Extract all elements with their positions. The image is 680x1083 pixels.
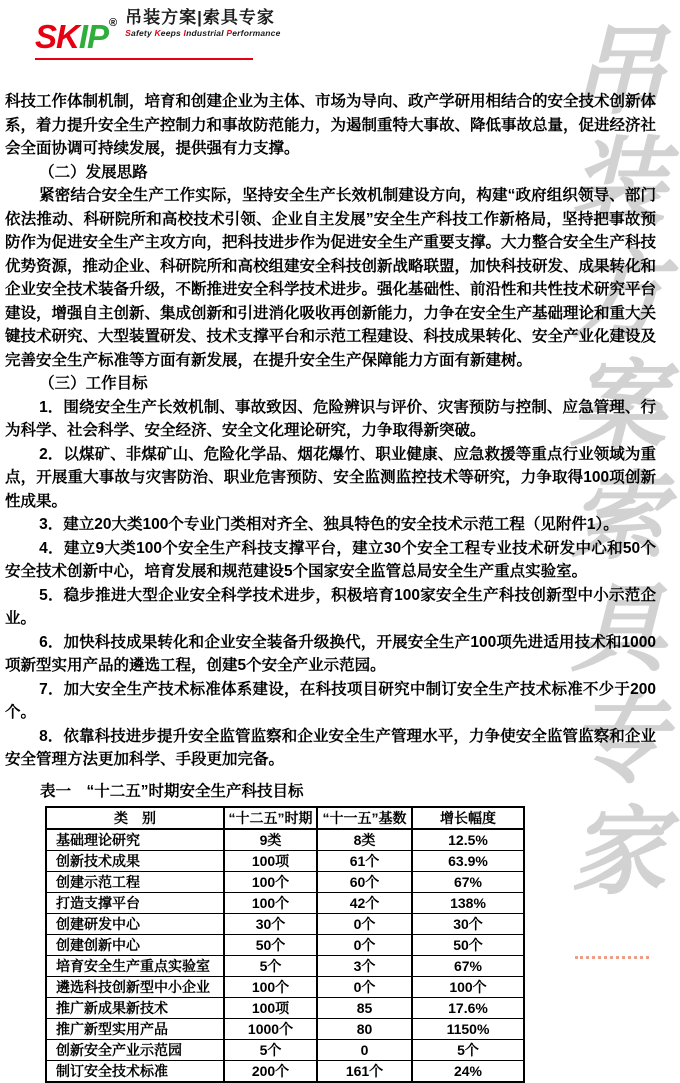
table-row [46,1039,524,1060]
table-cell: 0个 [317,934,412,955]
table-cell: 100项 [224,850,317,871]
paragraphs [5,90,656,772]
table-cell: 138% [412,892,524,913]
table-cell: 制订安全技术标准 [46,1060,224,1082]
table-cell: 67% [412,955,524,976]
table-cell: 200个 [224,1060,317,1082]
watermark-char: 具 [570,571,666,685]
paragraph: 3．建立20大类100个专业门类相对齐全、独具特色的安全技术示范工程（见附件1）。 [39,516,619,533]
table-row [46,997,524,1018]
table-cell: 161个 [317,1060,412,1082]
table-header-row [46,807,524,829]
table-header-cell: 增长幅度 [412,807,524,829]
table-cell: 30个 [224,913,317,934]
watermark-char: 家 [570,794,666,908]
paragraph: 4．建立9大类100个安全生产科技支撑平台，建立30个安全工程专业技术研发中心和50个安全技术创新中心，培育发展和规范建设5个国家安全监管总局安全生产重点实验室。 [5,539,656,580]
table-cell: 100项 [224,997,317,1018]
paragraph: 6．加快科技成果转化和企业安全装备升级换代，开展安全生产100项先进适用技术和1000项新型实用产品的遴选工程，创建5个安全产业示范园。 [5,633,656,674]
watermark-char: 索 [570,460,666,574]
table-cell: 8类 [317,829,412,851]
table-caption: 表一 “十二五”时期安全生产科技目标 [40,782,304,800]
paragraph: （二）发展思路 [39,163,148,181]
table-cell: 遴选科技创新型中小企业 [46,976,224,997]
table-row [46,871,524,892]
table-cell: 100个 [224,871,317,892]
paragraph: 2．以煤矿、非煤矿山、危险化学品、烟花爆竹、职业健康、应急救援等重点行业领域为重点，开展重大事故与灾害防治、职业危害预防、安全监测监控技术等研究，力争取得100项创新性成果。 [5,445,656,510]
tagline-en-rest: eeps [160,28,184,38]
table-cell: 0个 [317,913,412,934]
paragraph: 5．稳步推进大型企业安全科学技术进步，积极培育100家安全生产科技创新型中小示范企业。 [5,586,656,627]
watermark-char: 案 [570,349,666,463]
paragraph: 7．加大安全生产技术标准体系建设，在科技项目研究中制订安全生产技术标准不少于200个。 [5,680,656,721]
table-cell: 1150% [412,1018,524,1039]
table-cell: 基础理论研究 [46,829,224,851]
table-cell: 培育安全生产重点实验室 [46,955,224,976]
watermark-char: 吊 [570,15,666,128]
watermark-char: 装 [570,126,666,240]
tagline-en-initial: S [125,28,132,38]
table-cell: 100个 [224,892,317,913]
table-cell: 推广新成果新技术 [46,997,224,1018]
paragraph: 8．依靠科技进步提升安全监管监察和企业安全生产管理水平，力争使安全监管监察和企业安全管理方法更加科学、手段更加完备。 [5,727,656,768]
table-cell: 85 [317,997,412,1018]
table-cell: 12.5% [412,829,524,851]
table-cell: 30个 [412,913,524,934]
table-cell: 24% [412,1060,524,1082]
table-header-cell: “十一五”基数 [317,807,412,829]
tagline-en-initial: I [183,28,187,38]
brand-wordmark [35,5,117,55]
table-row [46,934,524,955]
tagline-en-initial: K [154,28,161,38]
table-cell: 100个 [224,976,317,997]
logo-tagline-en [125,28,280,38]
table-cell: 0 [317,1039,412,1060]
table-cell: 推广新型实用产品 [46,1018,224,1039]
watermark-char: 专 [570,683,666,797]
table-row [46,976,524,997]
table-cell: 100个 [412,976,524,997]
tagline-en-rest: ndustrial [186,28,227,38]
tagline-en-initial: P [226,28,233,38]
table-cell: 61个 [317,850,412,871]
skip-logo [35,5,281,55]
table-cell: 80 [317,1018,412,1039]
registered-mark: ® [109,17,118,29]
table-cell: 9类 [224,829,317,851]
table-cell: 创新安全产业示范园 [46,1039,224,1060]
table-body [46,829,524,1082]
goals-table [45,806,525,1083]
table-cell: 打造支撑平台 [46,892,224,913]
table-cell: 60个 [317,871,412,892]
table-cell: 1000个 [224,1018,317,1039]
watermark-char: 方 [570,237,666,351]
logo-taglines [125,5,280,38]
table-cell: 创建研发中心 [46,913,224,934]
table-cell: 创建创新中心 [46,934,224,955]
tagline-en-word [226,28,280,38]
tagline-en-rest: erformance [232,28,281,38]
brand-letter: S [35,18,57,55]
content [0,90,680,1083]
brand-letter: I [78,18,88,55]
table-cell: 5个 [224,1039,317,1060]
paragraph: 1．围绕安全生产长效机制、事故致因、危险辨识与评价、灾害预防与控制、应急管理、行为科学、社会科学、安全经济、安全文化理论研究，力争取得新突破。 [5,398,656,439]
table-row [46,892,524,913]
paragraph: 科技工作体制机制，培育和创建企业为主体、市场为导向、政产学研用相结合的安全技术创新体系，着力提升安全生产控制力和事故防范能力，为遏制重特大事故、降低事故总量，促进经济社会全面协调可持续发展，提供强有力支撑。 [5,93,657,157]
table-row [46,1018,524,1039]
tagline-en-word [184,28,227,38]
table-row [46,850,524,871]
header [35,5,281,60]
table-row [46,913,524,934]
tagline-en-rest: afety [131,28,155,38]
paragraph: 紧密结合安全生产工作实际，坚持安全生产长效机制建设方向，构建“政府组织领导、部门依法推动、科研院所和高校技术引领、企业自主发展”安全生产科技工作新格局，坚持把事故预防作为促进安全生产主攻方向，把科技进步作为促进安全生产重要支撑。大力整合安全生产科技优势资源，推动企业、科研院所和高校组建安全科技创新战略联盟，加快科技研发、成果转化和企业安全技术装备升级，不断推进安全科学技术进步。强化基础性、前沿性和共性技术研究平台建设，增强自主创新、集成创新和引进消化吸收再创新能力，力争在安全生产基础理论和重大关键技术研究、大型装置研发、技术支撑平台和示范工程建设、科技成果转化、安全产业化建设及完善安全生产标准等方面有新发展，在提升安全生产保障能力方面有新建树。 [5,187,657,369]
table-cell: 5个 [224,955,317,976]
brand-letters [35,18,108,55]
brand-letter: K [56,18,79,55]
logo-underline [35,58,253,60]
table-row [46,1060,524,1082]
table-cell: 42个 [317,892,412,913]
table-cell: 50个 [224,934,317,955]
table-cell: 创建示范工程 [46,871,224,892]
table-cell: 创新技术成果 [46,850,224,871]
table-row [46,829,524,851]
table-cell: 17.6% [412,997,524,1018]
table-row [46,955,524,976]
tagline-en-word [154,28,183,38]
logo-tagline-cn: 吊装方案|索具专家 [125,8,275,27]
table-cell: 0个 [317,976,412,997]
paragraph: （三）工作目标 [39,375,148,392]
tagline-en-word [125,28,154,38]
table-header-cell: 类 别 [46,807,224,829]
table-cell: 3个 [317,955,412,976]
table-header-cell: “十二五”时期 [224,807,317,829]
table-cell: 67% [412,871,524,892]
table-cell: 63.9% [412,850,524,871]
table-cell: 5个 [412,1039,524,1060]
brand-letter: P [87,18,109,55]
table-cell: 50个 [412,934,524,955]
